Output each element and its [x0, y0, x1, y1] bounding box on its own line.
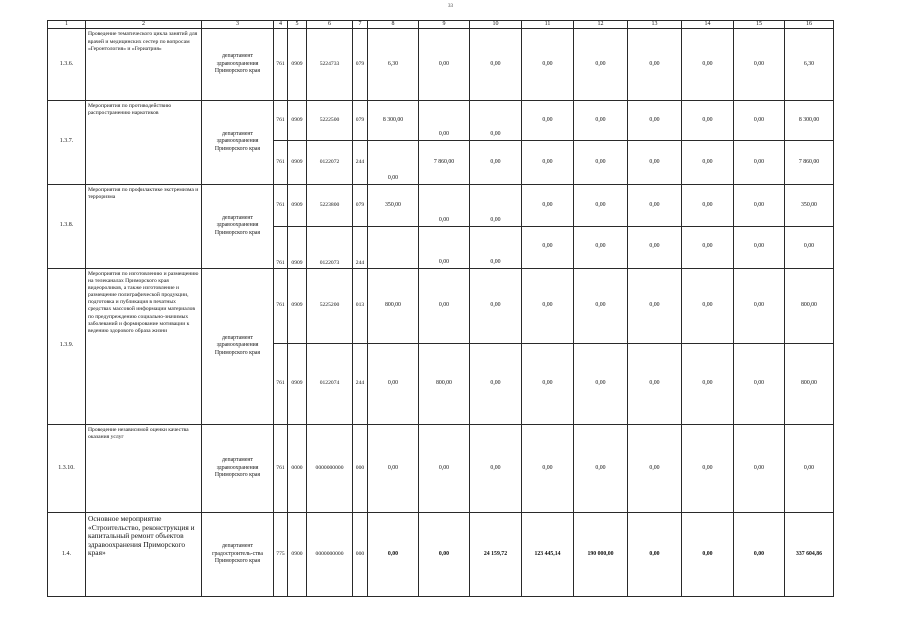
cell-value: 0,00 — [734, 29, 785, 100]
cell-value: 800,00 — [419, 344, 470, 425]
cell-vr: 244 — [353, 226, 368, 268]
cell-vr: 079 — [353, 29, 368, 100]
cell-grbs: 761 — [274, 100, 288, 140]
cell-vr: 079 — [353, 184, 368, 226]
table-row-1-3-8-a — [48, 184, 834, 226]
cell-value: 0,00 — [522, 424, 574, 512]
cell-vr: 079 — [353, 100, 368, 140]
cell-value: 0,00 — [628, 140, 682, 184]
cell-value: 0,00 — [419, 513, 470, 597]
cell-value: 0,00 — [419, 424, 470, 512]
cell-value: 0,00 — [522, 100, 574, 140]
cell-value: 6,30 — [368, 29, 419, 100]
cell-grbs: 761 — [274, 29, 288, 100]
cell-value: 350,00 — [785, 184, 834, 226]
row-dept: департамент градостроитель-ства Приморского края — [202, 513, 274, 597]
row-id: 1.3.10. — [48, 424, 86, 512]
cell-value: 0,00 — [470, 184, 522, 226]
cell-rz: 0909 — [288, 29, 307, 100]
cell-value: 24 159,72 — [470, 513, 522, 597]
row-id: 1.4. — [48, 513, 86, 597]
cell-value: 190 000,00 — [574, 513, 628, 597]
cell-rz: 0909 — [288, 344, 307, 425]
cell-value: 0,00 — [470, 140, 522, 184]
cell-value: 0,00 — [628, 29, 682, 100]
cell-value: 0,00 — [574, 184, 628, 226]
cell-value: 0,00 — [734, 513, 785, 597]
cell-value: 0,00 — [522, 268, 574, 344]
column-number: 4 — [274, 21, 288, 29]
cell-value: 0,00 — [574, 344, 628, 425]
cell-value: 0,00 — [574, 140, 628, 184]
table-row-1-3-6 — [48, 29, 834, 100]
cell-value: 0,00 — [574, 268, 628, 344]
column-number: 8 — [368, 21, 419, 29]
row-id: 1.3.9. — [48, 268, 86, 424]
cell-value: 7 860,00 — [419, 140, 470, 184]
page-number: 33 — [448, 4, 453, 9]
column-number: 15 — [734, 21, 785, 29]
cell-value: 0,00 — [470, 29, 522, 100]
row-name: Мероприятия по профилактике экстремизма и терроризма — [86, 184, 202, 268]
column-number: 2 — [86, 21, 202, 29]
cell-value: 0,00 — [682, 100, 734, 140]
cell-value: 0,00 — [682, 140, 734, 184]
row-name: Мероприятия по противодействию распространению наркотиков — [86, 100, 202, 184]
cell-rz: 0000 — [288, 424, 307, 512]
cell-value: 0,00 — [682, 226, 734, 268]
cell-value: 0,00 — [734, 268, 785, 344]
cell-value: 0,00 — [419, 268, 470, 344]
cell-rz: 0909 — [288, 140, 307, 184]
cell-grbs: 761 — [274, 268, 288, 344]
cell-grbs: 775 — [274, 513, 288, 597]
row-dept: департамент здравоохранения Приморского края — [202, 424, 274, 512]
column-number: 1 — [48, 21, 86, 29]
cell-value: 0,00 — [522, 29, 574, 100]
cell-value: 0,00 — [368, 344, 419, 425]
column-number: 6 — [307, 21, 353, 29]
cell-value: 0,00 — [628, 344, 682, 425]
cell-value: 0,00 — [368, 513, 419, 597]
cell-value: 0,00 — [522, 140, 574, 184]
cell-vr: 244 — [353, 344, 368, 425]
cell-value: 800,00 — [785, 344, 834, 425]
column-number: 3 — [202, 21, 274, 29]
column-number: 5 — [288, 21, 307, 29]
cell-value: 0,00 — [574, 29, 628, 100]
cell-value: 0,00 — [785, 424, 834, 512]
cell-value: 0,00 — [628, 100, 682, 140]
table-row-1-4 — [48, 513, 834, 597]
table-row-1-3-9-a — [48, 268, 834, 344]
cell-value: 7 860,00 — [785, 140, 834, 184]
budget-table — [47, 20, 834, 597]
cell-value: 0,00 — [574, 226, 628, 268]
row-name: Основное мероприятие «Строительство, реконструкция и капитальный ремонт объектов здравоохранения Приморского края» — [86, 513, 202, 597]
cell-value: 8 300,00 — [785, 100, 834, 140]
column-number: 10 — [470, 21, 522, 29]
cell-rz: 0909 — [288, 268, 307, 344]
column-number: 14 — [682, 21, 734, 29]
row-id: 1.3.6. — [48, 29, 86, 100]
column-number-row — [48, 21, 834, 29]
cell-csr: 5224733 — [307, 29, 353, 100]
cell-value: 0,00 — [628, 268, 682, 344]
cell-rz: 0909 — [288, 184, 307, 226]
cell-value: 0,00 — [682, 513, 734, 597]
cell-value: 0,00 — [682, 424, 734, 512]
cell-value: 123 445,14 — [522, 513, 574, 597]
cell-value: 800,00 — [785, 268, 834, 344]
cell-value: 0,00 — [368, 424, 419, 512]
cell-value: 0,00 — [734, 226, 785, 268]
cell-value: 0,00 — [682, 268, 734, 344]
cell-value: 0,00 — [734, 184, 785, 226]
cell-value: 0,00 — [628, 226, 682, 268]
row-name: Мероприятия по изготовлению и размещению на телеканалах Приморского края видеороликов, а также изготовление и размещение полиграфической продукции, подготовка и публикация в печатных средствах массовой информации материалов по предупреждению социально-значимых заболеваний и формирование мотивации к ведению здорового образа жизни — [86, 268, 202, 424]
cell-value: 0,00 — [470, 100, 522, 140]
cell-value: 0,00 — [419, 29, 470, 100]
cell-value: 0,00 — [470, 226, 522, 268]
cell-value: 0,00 — [628, 513, 682, 597]
cell-value: 0,00 — [522, 184, 574, 226]
cell-value: 0,00 — [628, 184, 682, 226]
cell-vr: 000 — [353, 424, 368, 512]
cell-value: 0,00 — [419, 226, 470, 268]
cell-value: 0,00 — [368, 140, 419, 184]
cell-value: 0,00 — [682, 29, 734, 100]
cell-grbs: 761 — [274, 344, 288, 425]
cell-value: 0,00 — [628, 424, 682, 512]
cell-csr: 0122072 — [307, 140, 353, 184]
column-number: 7 — [353, 21, 368, 29]
cell-value: 0,00 — [522, 344, 574, 425]
cell-value: 0,00 — [734, 344, 785, 425]
row-id: 1.3.8. — [48, 184, 86, 268]
cell-value: 0,00 — [419, 184, 470, 226]
column-number: 11 — [522, 21, 574, 29]
column-number: 12 — [574, 21, 628, 29]
cell-value: 0,00 — [734, 424, 785, 512]
cell-value: 800,00 — [368, 268, 419, 344]
cell-value: 0,00 — [574, 100, 628, 140]
cell-value: 0,00 — [419, 100, 470, 140]
cell-rz: 0909 — [288, 226, 307, 268]
table-row-1-3-10 — [48, 424, 834, 512]
cell-value: 0,00 — [682, 184, 734, 226]
cell-value: 0,00 — [574, 424, 628, 512]
table-row-1-3-7-a — [48, 100, 834, 140]
cell-rz: 0900 — [288, 513, 307, 597]
cell-value: 337 604,86 — [785, 513, 834, 597]
cell-csr: 0122074 — [307, 344, 353, 425]
column-number: 9 — [419, 21, 470, 29]
cell-csr: 5225200 — [307, 268, 353, 344]
cell-grbs: 761 — [274, 424, 288, 512]
cell-value: 0,00 — [785, 226, 834, 268]
cell-csr: 0000000000 — [307, 424, 353, 512]
cell-value: 350,00 — [368, 184, 419, 226]
cell-csr: 0122073 — [307, 226, 353, 268]
row-id: 1.3.7. — [48, 100, 86, 184]
cell-value: 6,30 — [785, 29, 834, 100]
row-dept: департамент здравоохранения Приморского края — [202, 268, 274, 424]
cell-rz: 0909 — [288, 100, 307, 140]
cell-value: 0,00 — [470, 268, 522, 344]
cell-grbs: 761 — [274, 184, 288, 226]
cell-grbs: 761 — [274, 226, 288, 268]
cell-vr: 013 — [353, 268, 368, 344]
row-dept: департамент здравоохранения Приморского края — [202, 29, 274, 100]
row-name: Проведение тематического цикла занятий для врачей и медицинских сестер по вопросам «Геронтология» и «Гериатрия» — [86, 29, 202, 100]
cell-vr: 000 — [353, 513, 368, 597]
cell-vr: 244 — [353, 140, 368, 184]
cell-csr: 5222500 — [307, 100, 353, 140]
column-number: 13 — [628, 21, 682, 29]
column-number: 16 — [785, 21, 834, 29]
cell-csr: 5223800 — [307, 184, 353, 226]
cell-value: 0,00 — [682, 344, 734, 425]
cell-value — [368, 226, 419, 268]
cell-csr: 0000000000 — [307, 513, 353, 597]
cell-value: 0,00 — [522, 226, 574, 268]
cell-value: 0,00 — [734, 140, 785, 184]
cell-value: 0,00 — [734, 100, 785, 140]
cell-grbs: 761 — [274, 140, 288, 184]
row-name: Проведение независимой оценки качества оказания услуг — [86, 424, 202, 512]
cell-value: 8 300,00 — [368, 100, 419, 140]
cell-value: 0,00 — [470, 424, 522, 512]
row-dept: департамент здравоохранения Приморского края — [202, 100, 274, 184]
row-dept: департамент здравоохранения Приморского края — [202, 184, 274, 268]
cell-value: 0,00 — [470, 344, 522, 425]
